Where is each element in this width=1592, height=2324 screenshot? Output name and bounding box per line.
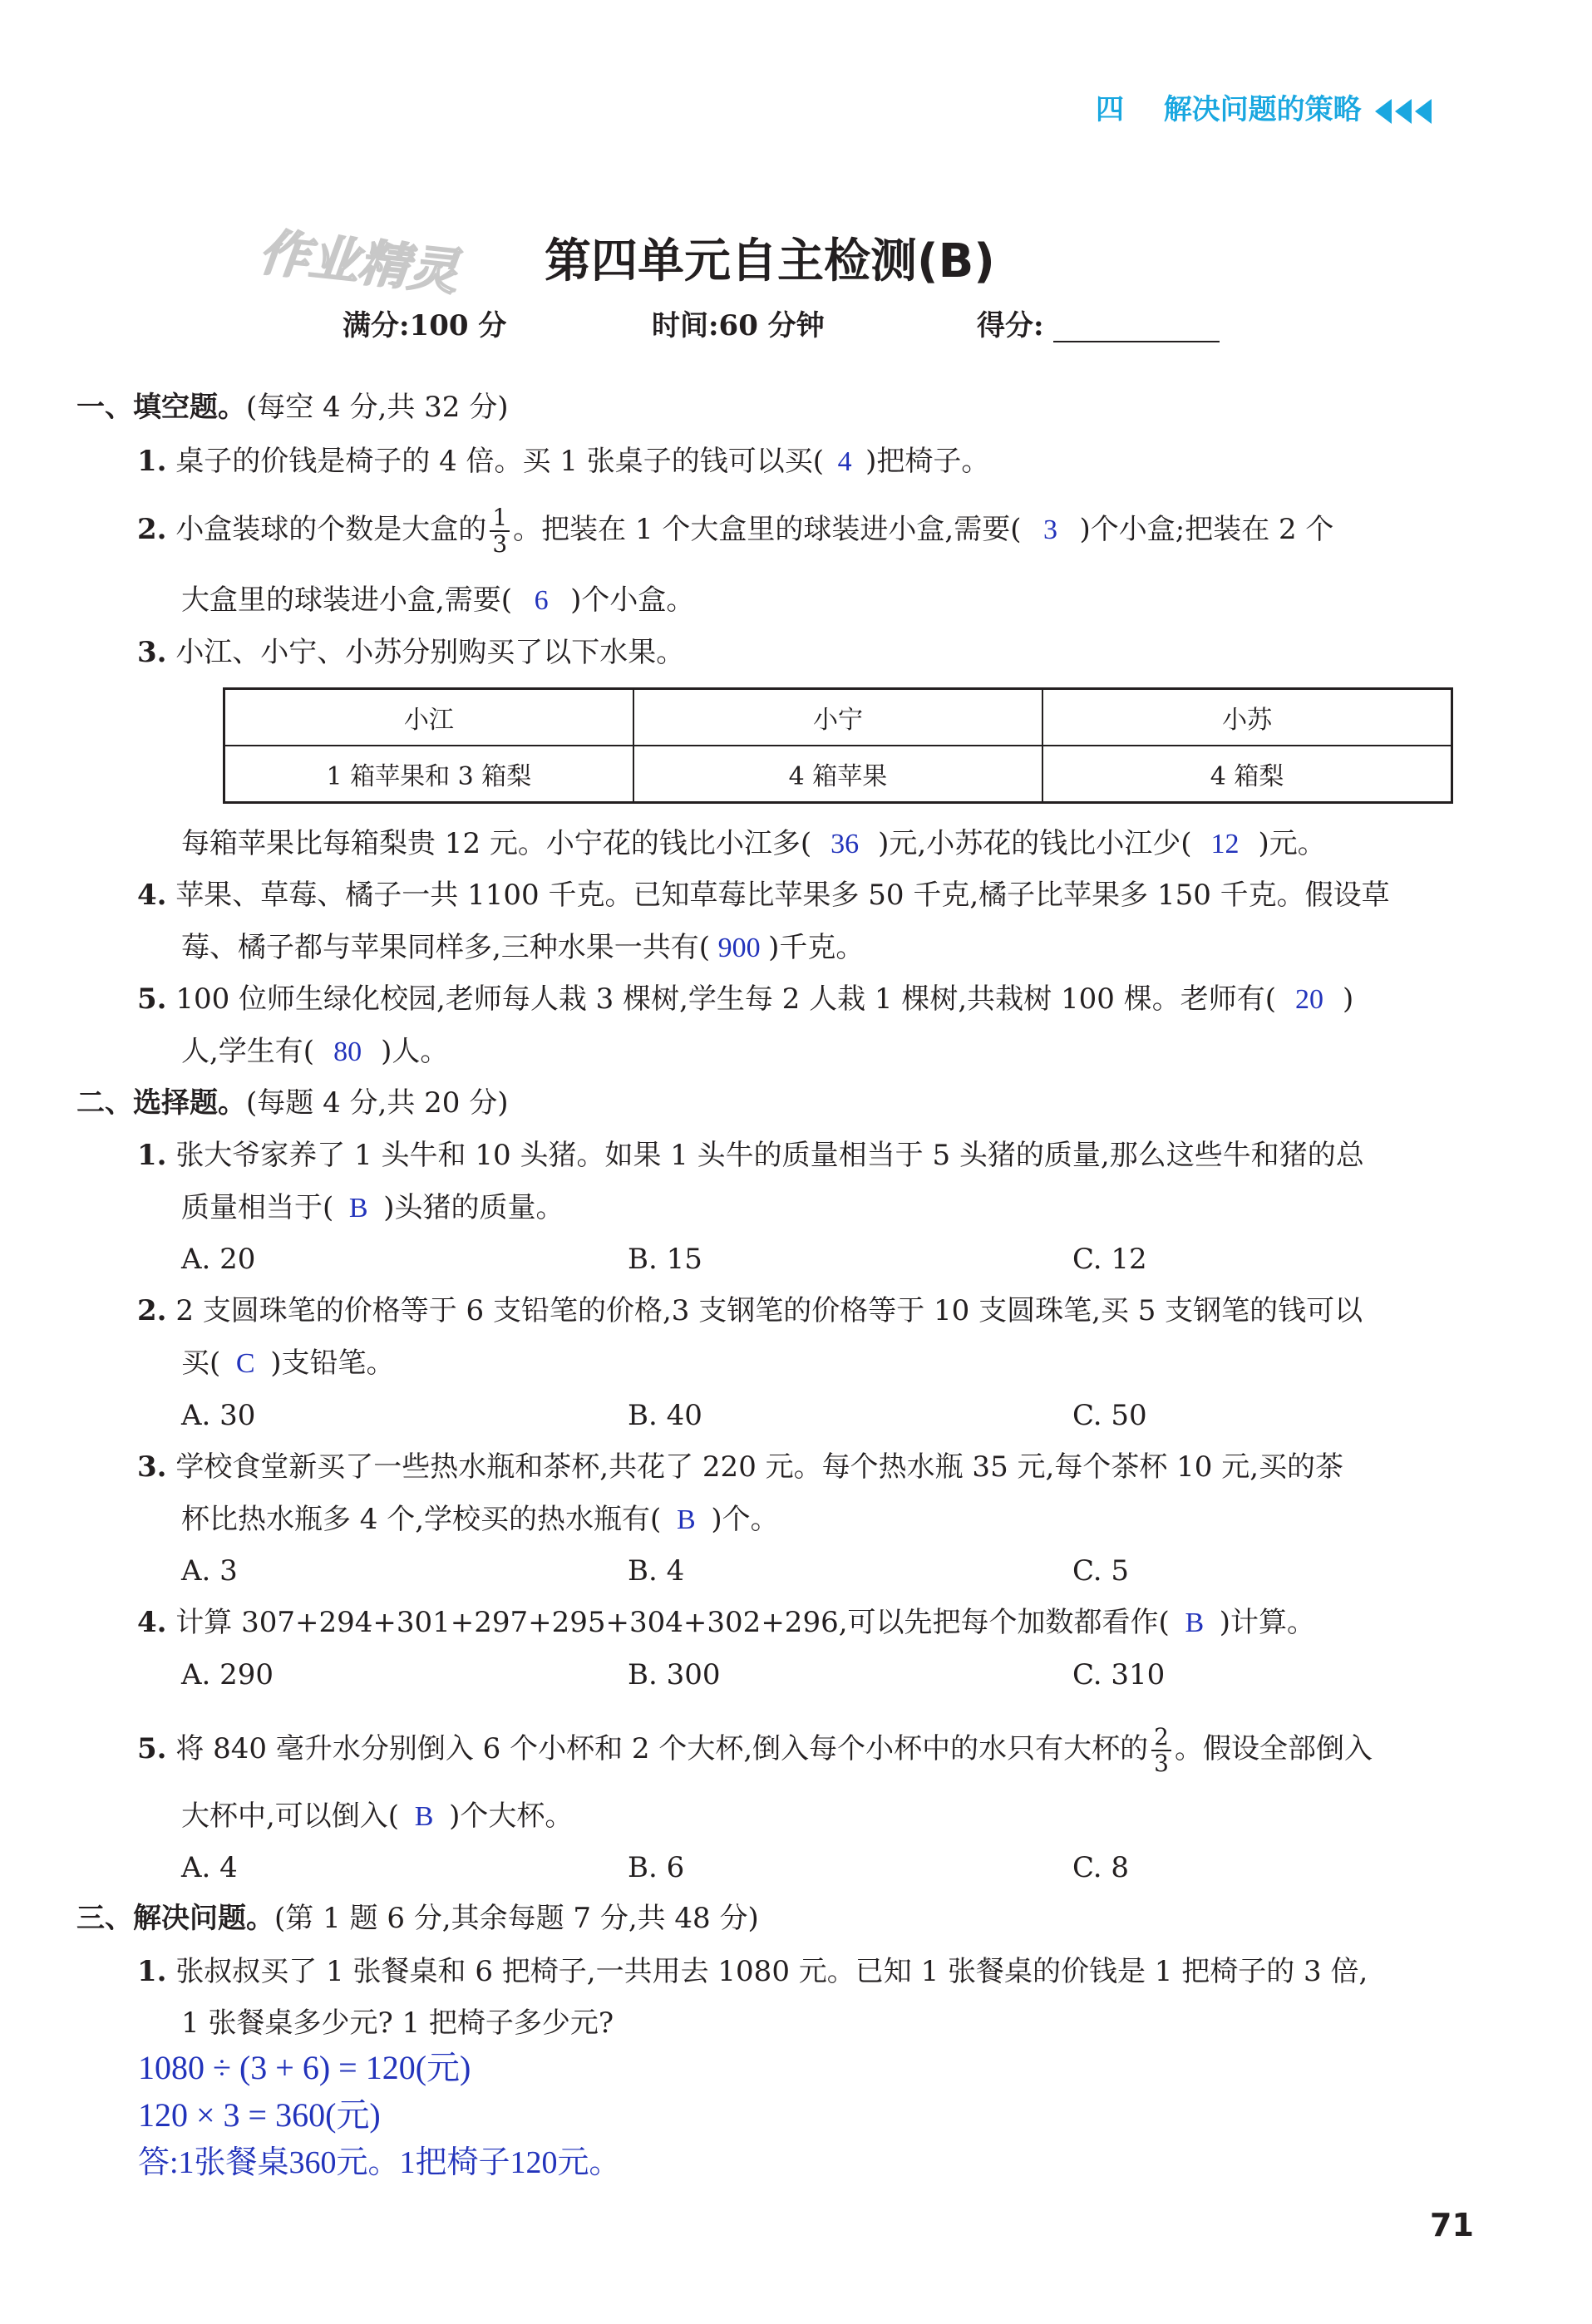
option-b[interactable]: B. 4 bbox=[628, 1554, 685, 1588]
table-header-cell: 小苏 bbox=[1042, 689, 1452, 746]
q-text: 张大爷家养了 1 头牛和 10 头猪。如果 1 头牛的质量相当于 5 头猪的质量,那么这些牛和猪的总 bbox=[175, 1139, 1364, 1172]
s2-q2-line2 bbox=[181, 1347, 395, 1381]
score-label bbox=[977, 309, 1220, 342]
fraction-denominator: 3 bbox=[490, 530, 510, 557]
q-text: )计算。 bbox=[1219, 1606, 1316, 1639]
q-number: 1. bbox=[137, 1955, 167, 1988]
s2-q4 bbox=[137, 1606, 1315, 1640]
option-a[interactable]: A. 20 bbox=[181, 1243, 256, 1276]
q-text: 小盒装球的个数是大盒的 bbox=[175, 513, 487, 546]
q-text: 桌子的价钱是椅子的 4 倍。买 1 张桌子的钱可以买( bbox=[175, 445, 825, 478]
s2-q3-line2 bbox=[181, 1503, 779, 1537]
option-a[interactable]: A. 4 bbox=[181, 1851, 238, 1884]
q-number: 5. bbox=[137, 982, 167, 1016]
chapter-header bbox=[1096, 86, 1432, 127]
s1-q5-line2 bbox=[181, 1035, 448, 1069]
q-number: 1. bbox=[137, 1139, 167, 1172]
s2-q5-line2 bbox=[181, 1800, 573, 1834]
section-1-note: (每空 4 分,共 32 分) bbox=[246, 391, 509, 424]
table-cell: 4 箱苹果 bbox=[633, 746, 1042, 803]
q-text: 小江、小宁、小苏分别购买了以下水果。 bbox=[175, 636, 685, 669]
section-2-title: 二、选择题。 bbox=[76, 1086, 246, 1120]
q-text: 100 位师生绿化校园,老师每人栽 3 棵树,学生每 2 人栽 1 棵树,共栽树 100 棵。老师有( bbox=[175, 982, 1276, 1016]
answer-blank[interactable]: 3 bbox=[1042, 515, 1057, 545]
work-line-1: 1080 ÷ (3 + 6) = 120(元) bbox=[138, 2049, 471, 2086]
arrow-left-icon bbox=[1395, 99, 1412, 124]
table-cell: 4 箱梨 bbox=[1042, 746, 1452, 803]
q-text: )支铅笔。 bbox=[270, 1347, 395, 1380]
score-label-text: 得分: bbox=[977, 309, 1044, 342]
s3-q1 bbox=[137, 1955, 1368, 1988]
q-text: 。把装在 1 个大盒里的球装进小盒,需要( bbox=[513, 513, 1022, 546]
option-a[interactable]: A. 3 bbox=[181, 1554, 238, 1588]
option-a[interactable]: A. 30 bbox=[181, 1399, 256, 1432]
q-text: 计算 307+294+301+297+295+304+302+296,可以先把每个加数都看作( bbox=[175, 1606, 1170, 1639]
fraction-numerator: 2 bbox=[1154, 1723, 1169, 1750]
section-3-title: 三、解决问题。 bbox=[76, 1902, 274, 1935]
fraction bbox=[1151, 1725, 1171, 1776]
q-number: 3. bbox=[137, 1450, 167, 1484]
q-text: 买( bbox=[181, 1347, 221, 1380]
chapter-title: 解决问题的策略 bbox=[1163, 93, 1362, 126]
answer-blank[interactable]: B bbox=[348, 1193, 368, 1224]
answer-line: 答:1张餐桌360元。1把椅子120元。 bbox=[138, 2145, 621, 2180]
arrow-left-icon bbox=[1415, 99, 1432, 124]
s1-q4 bbox=[137, 879, 1390, 912]
answer-blank[interactable]: 20 bbox=[1294, 984, 1323, 1015]
q-text: 苹果、草莓、橘子一共 1100 千克。已知草莓比苹果多 50 千克,橘子比苹果多 150 千克。假设草 bbox=[175, 879, 1390, 912]
section-3-note: (第 1 题 6 分,其余每题 7 分,共 48 分) bbox=[274, 1902, 759, 1935]
section-2-heading bbox=[76, 1086, 508, 1120]
page-title: 第四单元自主检测(B) bbox=[545, 234, 995, 288]
table-row bbox=[224, 746, 1452, 803]
s1-q1 bbox=[137, 445, 989, 479]
option-b[interactable]: B. 6 bbox=[628, 1851, 685, 1884]
q-text: 大杯中,可以倒入( bbox=[181, 1800, 400, 1833]
q-text: )个小盒;把装在 2 个 bbox=[1079, 513, 1334, 546]
q-text: )元,小苏花的钱比小江少( bbox=[878, 827, 1192, 860]
q-text: )千克。 bbox=[768, 931, 865, 964]
q-text: 学校食堂新买了一些热水瓶和茶杯,共花了 220 元。每个热水瓶 35 元,每个茶杯 10 元,买的茶 bbox=[175, 1450, 1344, 1484]
q-text: 。假设全部倒入 bbox=[1174, 1732, 1373, 1765]
q-text: )元。 bbox=[1258, 827, 1326, 860]
chapter-number: 四 bbox=[1096, 93, 1124, 126]
s3-q1-line2 bbox=[181, 2006, 614, 2040]
q-number: 2. bbox=[137, 513, 167, 546]
option-c[interactable]: C. 310 bbox=[1072, 1658, 1166, 1691]
s1-q3 bbox=[137, 636, 684, 669]
q-text: 1 张餐桌多少元? 1 把椅子多少元? bbox=[181, 2006, 614, 2040]
q-text: 张叔叔买了 1 张餐桌和 6 把椅子,一共用去 1080 元。已知 1 张餐桌的价钱是 1 把椅子的 3 倍, bbox=[175, 1955, 1368, 1988]
answer-blank[interactable]: 4 bbox=[837, 446, 852, 477]
answer-blank[interactable]: 12 bbox=[1210, 829, 1240, 859]
option-b[interactable]: B. 15 bbox=[628, 1243, 702, 1276]
s1-q5 bbox=[137, 982, 1353, 1017]
s1-q2 bbox=[137, 505, 1333, 557]
q-text: )把椅子。 bbox=[865, 445, 990, 478]
full-score: 满分:100 分 bbox=[343, 309, 507, 342]
time-limit: 时间:60 分钟 bbox=[652, 309, 825, 342]
s2-q1-line2 bbox=[181, 1191, 564, 1225]
s1-q2-line2 bbox=[181, 583, 694, 618]
answer-blank[interactable]: B bbox=[1185, 1608, 1205, 1638]
q-number: 5. bbox=[137, 1732, 167, 1765]
option-b[interactable]: B. 40 bbox=[628, 1399, 702, 1432]
answer-blank[interactable]: C bbox=[235, 1348, 255, 1379]
q-text: )人。 bbox=[381, 1035, 449, 1068]
q-number: 3. bbox=[137, 636, 167, 669]
watermark-logo: 作业精灵 bbox=[256, 223, 461, 303]
answer-blank[interactable]: B bbox=[414, 1801, 434, 1832]
answer-blank[interactable]: 6 bbox=[534, 585, 549, 616]
table-row bbox=[224, 689, 1452, 746]
q-text: 杯比热水瓶多 4 个,学校买的热水瓶有( bbox=[181, 1503, 662, 1536]
fraction-numerator: 1 bbox=[492, 504, 508, 531]
q-text: 将 840 毫升水分别倒入 6 个小杯和 2 个大杯,倒入每个小杯中的水只有大杯的 bbox=[175, 1732, 1149, 1765]
q-text: 莓、橘子都与苹果同样多,三种水果一共有( bbox=[181, 931, 711, 964]
option-c[interactable]: C. 50 bbox=[1072, 1399, 1147, 1432]
q-text: )头猪的质量。 bbox=[383, 1191, 564, 1224]
work-line-2: 120 × 3 = 360(元) bbox=[138, 2096, 381, 2134]
s1-q3-line2 bbox=[181, 827, 1326, 861]
section-1-heading bbox=[76, 391, 508, 424]
s2-q2 bbox=[137, 1294, 1363, 1327]
table-header-cell: 小宁 bbox=[633, 689, 1042, 746]
q-text: 每箱苹果比每箱梨贵 12 元。小宁花的钱比小江多( bbox=[181, 827, 812, 860]
q-number: 4. bbox=[137, 1606, 167, 1639]
section-3-heading bbox=[76, 1902, 759, 1935]
section-1-title: 一、填空题。 bbox=[76, 391, 246, 424]
score-blank[interactable] bbox=[1053, 316, 1220, 342]
option-c[interactable]: C. 8 bbox=[1072, 1851, 1130, 1884]
fraction bbox=[490, 505, 510, 557]
q-number: 2. bbox=[137, 1294, 167, 1327]
fruit-table bbox=[223, 687, 1453, 804]
q-text: 大盒里的球装进小盒,需要( bbox=[181, 583, 513, 617]
q-number: 4. bbox=[137, 879, 167, 912]
option-a[interactable]: A. 290 bbox=[181, 1658, 274, 1691]
q-text: )个大杯。 bbox=[449, 1800, 574, 1833]
q-text: )个。 bbox=[711, 1503, 779, 1536]
s2-q1 bbox=[137, 1139, 1364, 1172]
q-text: 人,学生有( bbox=[181, 1035, 315, 1068]
answer-blank[interactable]: 80 bbox=[333, 1036, 362, 1067]
q-text: 2 支圆珠笔的价格等于 6 支铅笔的价格,3 支钢笔的价格等于 10 支圆珠笔,买 5 支钢笔的钱可以 bbox=[175, 1294, 1363, 1327]
answer-blank[interactable]: B bbox=[676, 1504, 696, 1535]
section-2-note: (每题 4 分,共 20 分) bbox=[246, 1086, 509, 1120]
page-number: 71 bbox=[1430, 2207, 1474, 2243]
option-c[interactable]: C. 5 bbox=[1072, 1554, 1130, 1588]
fraction-denominator: 3 bbox=[1151, 1750, 1171, 1776]
q-text: 质量相当于( bbox=[181, 1191, 334, 1224]
s1-q4-line2 bbox=[181, 931, 864, 965]
table-cell: 1 箱苹果和 3 箱梨 bbox=[224, 746, 633, 803]
q-number: 1. bbox=[137, 445, 167, 478]
option-b[interactable]: B. 300 bbox=[628, 1658, 721, 1691]
table-header-cell: 小江 bbox=[224, 689, 633, 746]
answer-blank[interactable]: 36 bbox=[831, 829, 860, 859]
option-c[interactable]: C. 12 bbox=[1072, 1243, 1147, 1276]
q-text: ) bbox=[1342, 982, 1354, 1016]
arrow-left-icon bbox=[1375, 99, 1392, 124]
q-text: )个小盒。 bbox=[570, 583, 695, 617]
answer-blank[interactable]: 900 bbox=[717, 933, 761, 963]
s2-q3 bbox=[137, 1450, 1343, 1484]
s2-q5 bbox=[137, 1725, 1373, 1776]
